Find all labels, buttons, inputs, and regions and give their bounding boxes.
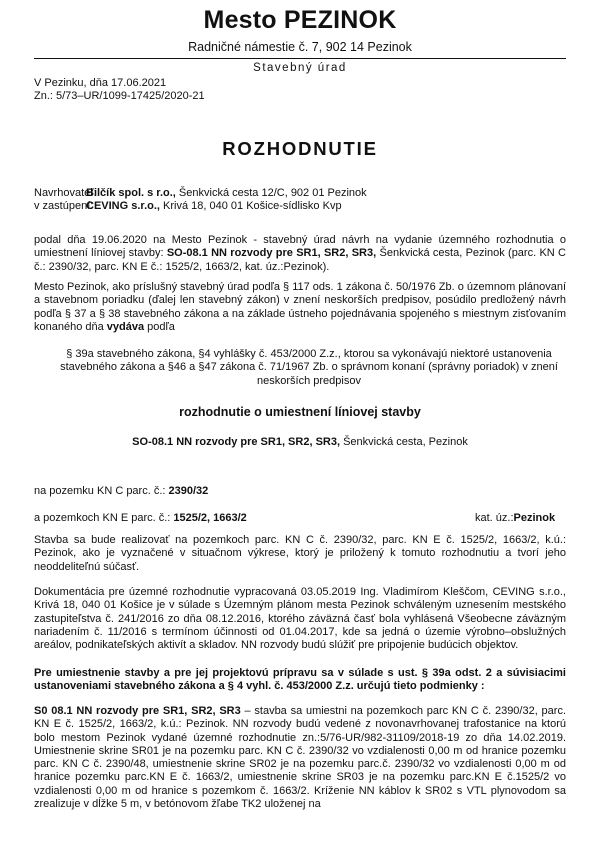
document-heading: ROZHODNUTIE	[222, 138, 378, 159]
documentation-paragraph: Dokumentácia pre územné rozhodnutie vypracovaná 03.05.2019 Ing. Vladimírom Kleščom, CEVING s.r.o., Krivá 18, 040 01 Košice je v súlade s Územným plánom mesta Pezinok schváleným uznesením mestského zastupiteľstva č. 241/2016 zo dňa 08.12.2016, ktorého záväzná časť bola vyhlásená Všeobecne záväzným nariadením č. 11/2016 s termínom účinnosti od 01.04.2017, kde sa jedná o územie výrobno–obslužných areálov, podnikateľských aktivít a skladov. NN rozvody budú slúžiť pre pripojenie budúcich objektov.	[34, 586, 566, 652]
proxy-address: Krivá 18, 040 01 Košice-sídlisko Kvp	[159, 200, 342, 212]
municipality-address: Radničné námestie č. 7, 902 14 Pezinok	[188, 40, 412, 54]
municipality-title: Mesto PEZINOK	[203, 6, 397, 34]
conditions-heading: Pre umiestnenie stavby a pre jej projektovú prípravu sa v súlade s ust. § 39a odst. 2 a súvisiacimi ustanoveniami stavebného zákona a § 4 vyhl. č. 453/2000 Z.z. určujú tieto podmienky :	[34, 667, 566, 693]
applicant-label: Navrhovateľ:	[34, 187, 97, 199]
applicant-name: Bilčík spol. s r.o.,	[86, 187, 176, 199]
decision-title: rozhodnutie o umiestnení líniovej stavby	[179, 405, 421, 419]
office-name: Stavebný úrad	[253, 62, 347, 74]
proxy-line	[34, 200, 342, 213]
parcel-e-line: a pozemkoch KN E parc. č.: 1525/2, 1663/2	[34, 512, 247, 524]
proxy-name: CEVING s.r.o.,	[86, 200, 160, 212]
applicant-address: Šenkvická cesta 12/C, 902 01 Pezinok	[175, 187, 367, 199]
project-line: SO-08.1 NN rozvody pre SR1, SR2, SR3, Šenkvická cesta, Pezinok	[132, 436, 468, 448]
file-number: Zn.: 5/73–UR/1099-17425/2020-21	[34, 90, 205, 102]
placement-paragraph: Stavba sa bude realizovať na pozemkoch parc. KN C č. 2390/32, parc. KN E č. 1525/2, 1663/2, k.ú.: Pezinok, ako je vyznačené v situačnom výkrese, ktorý je priložený k tomuto rozhodnutiu a tvorí jeho neoddeliteľnú súčasť.	[34, 534, 566, 573]
header-divider	[34, 58, 566, 59]
applicant-line	[34, 187, 367, 200]
legal-basis: § 39a stavebného zákona, §4 vyhlášky č. 453/2000 Z.z., ktorou sa vykonávajú niektoré ustanovenia stavebného zákona a §46 a §47 zákona č. 71/1967 Zb. o správnom konaní (správny poriadok) v znení neskorších predpisov	[60, 348, 558, 387]
application-paragraph: podal dňa 19.06.2020 na Mesto Pezinok - stavebný úrad návrh na vydanie územného rozhodnutia o umiestnení líniovej stavby: SO-08.1 NN rozvody pre SR1, SR2, SR3, Šenkvická cesta, Pezinok (parc. KN C č.: 2390/32, parc. KN E č.: 1525/2, 1663/2, kat. úz.:Pezinok).	[34, 234, 566, 273]
parcel-c-line: na pozemku KN C parc. č.: 2390/32	[34, 485, 209, 497]
place-date: V Pezinku, dňa 17.06.2021	[34, 77, 167, 89]
cadastre-line: kat. úz.:Pezinok	[475, 512, 556, 524]
project-details-paragraph: S0 08.1 NN rozvody pre SR1, SR2, SR3 – stavba sa umiestni na pozemkoch parc KN C č. 2390/32, parc. KN E č. 1525/2, 1663/2, k.ú.: Pezinok. NN rozvody budú vedené z novonavrhovanej trafostanice na ktorú bolo mestom Pezinok vydané územné rozhodnutie zn.:5/76-UR/982-31109/2018-19 zo dňa 14.02.2019. Umiestnenie skrine SR01 je na pozemku parc. KN C č. 2390/32 vo vzdialenosti 0,00 m od hranice pozemku parc. KN C č. 2390/48, umiestnenie skrine SR02 je na pozemku parc.č. 2390/32 vo vzdialenosti 0,00 m od hranice pozemku parc.KN E č. 1663/2, umiestnenie skrine SR03 je na pozemku parc.KN E č.1525/2 vo vzdialenosti 0,00 m od hranice s pozemkom č. 1663/2. Kríženie NN káblov k SR02 s VTL plynovodom sa zrealizuje v dĺžke 5 m, v betónovom žľabe TK2 uloženej na	[34, 705, 566, 811]
authority-paragraph: Mesto Pezinok, ako príslušný stavebný úrad podľa § 117 ods. 1 zákona č. 50/1976 Zb. o územnom plánovaní a stavebnom poriadku (ďalej len stavebný zákon) v znení neskorších predpisov, posúdilo predložený návrh podľa § 37 a § 38 stavebného zákona a na základe ústneho pojednávania spojeného s miestnym zisťovaním konaného dňa vydáva podľa	[34, 281, 566, 333]
proxy-label: v zastúpení:	[34, 200, 94, 212]
